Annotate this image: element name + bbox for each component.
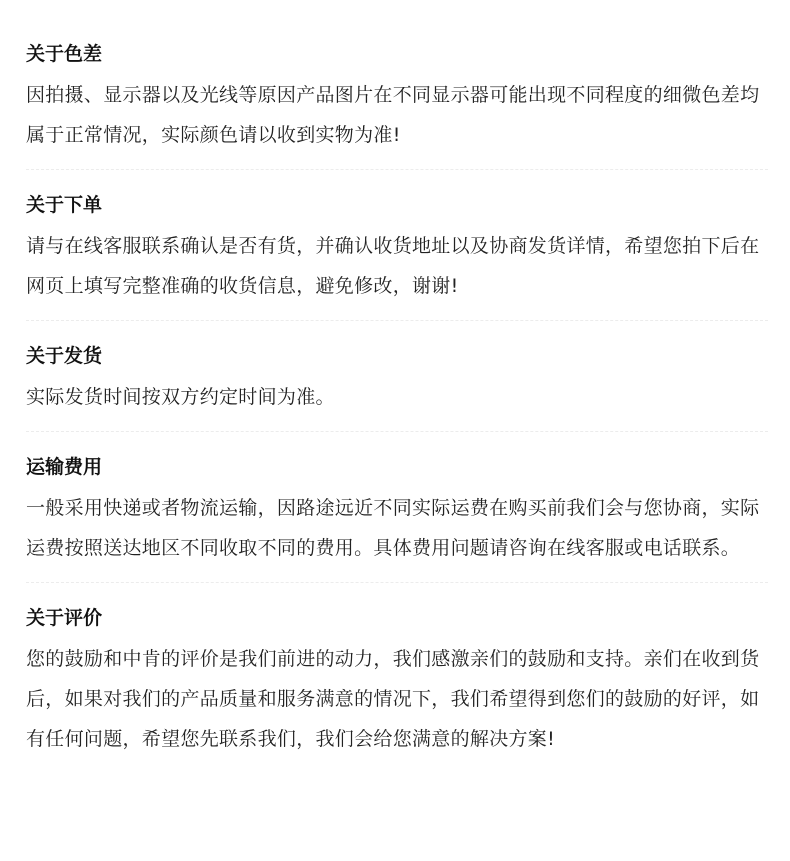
- section-title: 关于下单: [26, 194, 103, 216]
- section-shipping-fee: [26, 446, 768, 568]
- section-ordering: [26, 184, 768, 306]
- section-title: 关于色差: [26, 43, 103, 65]
- section-divider: [26, 320, 768, 321]
- section-body: 请与在线客服联系确认是否有货，并确认收货地址以及协商发货详情，希望您拍下后在网页上填写完整准确的收货信息，避免修改，谢谢!: [26, 235, 760, 297]
- section-body: 一般采用快递或者物流运输，因路途远近不同实际运费在购买前我们会与您协商，实际运费按照送达地区不同收取不同的费用。具体费用问题请咨询在线客服或电话联系。: [26, 497, 760, 559]
- section-body: 因拍摄、显示器以及光线等原因产品图片在不同显示器可能出现不同程度的细微色差均属于正常情况，实际颜色请以收到实物为准!: [26, 84, 760, 146]
- section-title: 运输费用: [26, 456, 103, 478]
- section-body: 您的鼓励和中肯的评价是我们前进的动力，我们感激亲们的鼓励和支持。亲们在收到货后，如果对我们的产品质量和服务满意的情况下，我们希望得到您们的鼓励的好评，如有任何问题，希望您先联系我们，我们会给您满意的解决方案!: [26, 648, 760, 750]
- section-title: 关于评价: [26, 607, 103, 629]
- section-body: 实际发货时间按双方约定时间为准。: [26, 386, 335, 408]
- section-divider: [26, 169, 768, 170]
- section-shipping: [26, 335, 768, 417]
- section-reviews: [26, 597, 768, 759]
- section-title: 关于发货: [26, 345, 103, 367]
- section-divider: [26, 431, 768, 432]
- section-color-difference: [26, 33, 768, 155]
- section-divider: [26, 582, 768, 583]
